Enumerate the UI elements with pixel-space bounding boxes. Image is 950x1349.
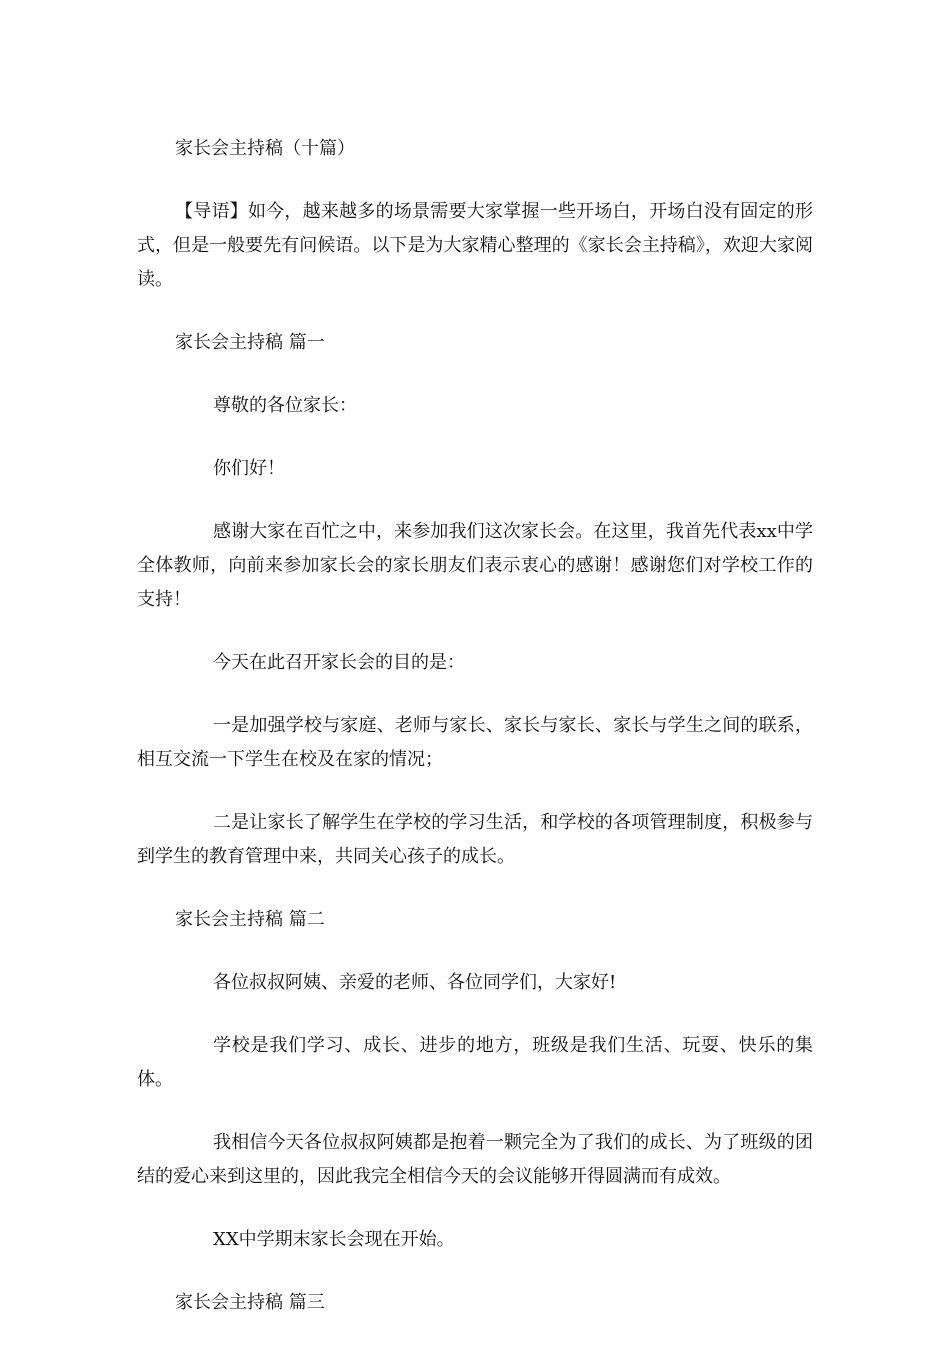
section2-paragraph-2: 学校是我们学习、成长、进步的地方，班级是我们生活、玩耍、快乐的集体。	[137, 1035, 813, 1090]
section1-paragraph-4: 今天在此召开家长会的目的是：	[213, 652, 465, 673]
section2-paragraph-1: 各位叔叔阿姨、亲爱的老师、各位同学们，大家好!	[213, 972, 617, 993]
section1-paragraph-6: 二是让家长了解学生在学校的学习生活，和学校的各项管理制度，积极参与到学生的教育管理中来，共同关心孩子的成长。	[137, 812, 813, 867]
document-title: 家长会主持稿（十篇）	[175, 138, 355, 159]
section2-paragraph-3: 我相信今天各位叔叔阿姨都是抱着一颗完全为了我们的成长、为了班级的团结的爱心来到这里的，因此我完全相信今天的会议能够开得圆满而有成效。	[137, 1132, 813, 1187]
section2-paragraph-4: XX中学期末家长会现在开始。	[213, 1229, 455, 1250]
section-heading-3: 家长会主持稿 篇三	[175, 1292, 325, 1313]
intro-paragraph: 【导语】如今，越来越多的场景需要大家掌握一些开场白，开场白没有固定的形式，但是一般要先有问候语。以下是为大家精心整理的《家长会主持稿》，欢迎大家阅读。	[137, 201, 813, 290]
section1-paragraph-2: 你们好！	[213, 458, 285, 479]
section1-paragraph-3: 感谢大家在百忙之中，来参加我们这次家长会。在这里，我首先代表xx中学全体教师，向前来参加家长会的家长朋友们表示衷心的感谢！感谢您们对学校工作的支持！	[137, 521, 813, 610]
section-heading-1: 家长会主持稿 篇一	[175, 332, 325, 353]
section1-paragraph-5: 一是加强学校与家庭、老师与家长、家长与家长、家长与学生之间的联系，相互交流一下学生在校及在家的情况；	[137, 715, 813, 770]
document-body	[137, 132, 813, 1349]
section1-paragraph-1: 尊敬的各位家长：	[213, 395, 357, 416]
section-heading-2: 家长会主持稿 篇二	[175, 909, 325, 930]
